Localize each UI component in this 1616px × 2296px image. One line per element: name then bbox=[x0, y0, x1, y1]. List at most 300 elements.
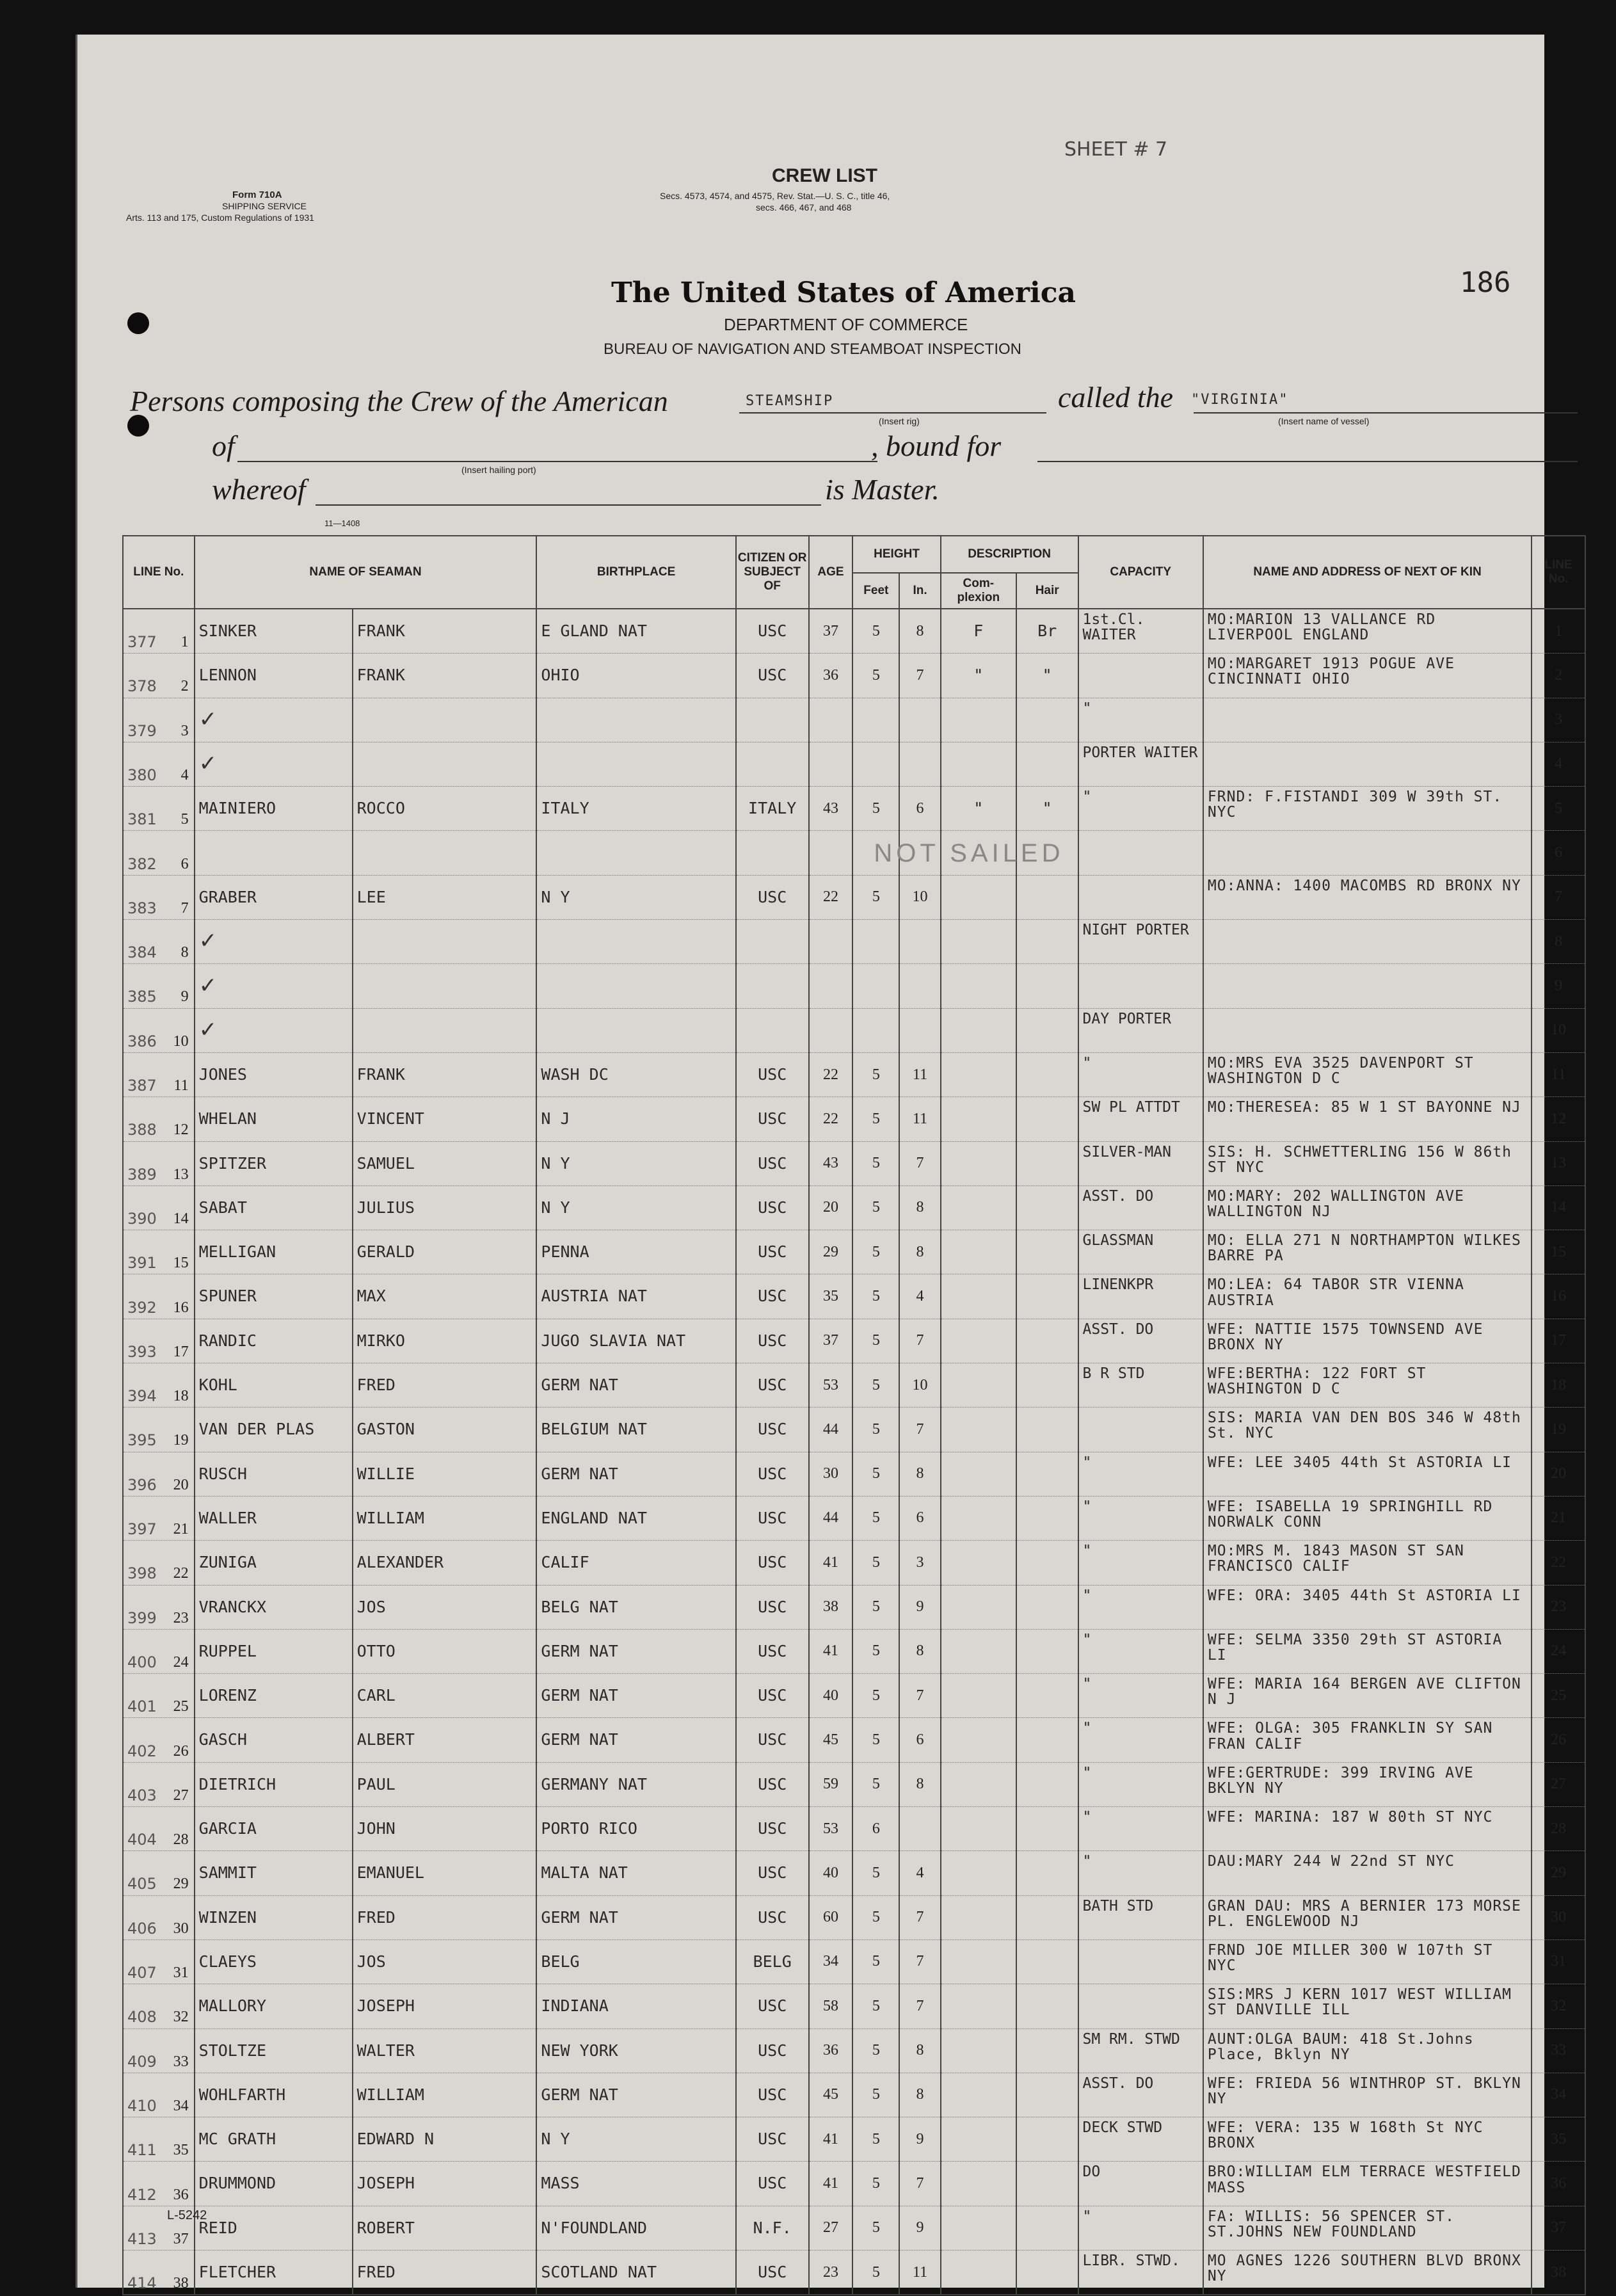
cell-hair bbox=[1016, 1585, 1078, 1629]
of-label: of bbox=[212, 429, 235, 462]
cell-ft: 5 bbox=[852, 1541, 899, 1585]
seq-prefix: 413 bbox=[127, 2229, 157, 2248]
cell-birth: INDIANA bbox=[536, 1984, 735, 2028]
cell-given: EDWARD N bbox=[353, 2117, 537, 2162]
cell-kin: MO:THERESEA: 85 W 1 ST BAYONNE NJ bbox=[1203, 1097, 1532, 1141]
seq-prefix: 406 bbox=[127, 1919, 157, 1938]
cell-cap: ASST. DO bbox=[1078, 1185, 1203, 1230]
col-feet: Feet bbox=[852, 573, 899, 609]
cell-comp bbox=[941, 875, 1016, 919]
cell-ft: 5 bbox=[852, 787, 899, 831]
cell-cap bbox=[1078, 831, 1203, 875]
cell-cap: SM RM. STWD bbox=[1078, 2028, 1203, 2073]
cell-birth bbox=[536, 698, 735, 742]
cell-given: VINCENT bbox=[353, 1097, 537, 1141]
cell-in: 4 bbox=[899, 1851, 940, 1895]
vessel-value: "VIRGINIA" bbox=[1191, 392, 1289, 408]
cell-surname: SINKER bbox=[195, 609, 353, 654]
line-number: 2 bbox=[180, 678, 189, 695]
form-name: Form 710A bbox=[232, 189, 282, 200]
cell-cap: ASST. DO bbox=[1078, 1319, 1203, 1363]
cell-given: WILLIE bbox=[353, 1452, 537, 1496]
cell-surname: RUPPEL bbox=[195, 1629, 353, 1673]
cell-surname: FLETCHER bbox=[195, 2250, 353, 2295]
cell-ft: 6 bbox=[852, 1807, 899, 1851]
cell-ft: 5 bbox=[852, 1674, 899, 1718]
cell-age bbox=[809, 964, 853, 1008]
cell-age: 41 bbox=[809, 1629, 853, 1673]
seq-prefix: 394 bbox=[127, 1387, 157, 1406]
line-number: 22 bbox=[173, 1565, 189, 1582]
cell-kin bbox=[1203, 1008, 1532, 1052]
cell-comp bbox=[941, 2206, 1016, 2250]
cell-birth: GERM NAT bbox=[536, 1674, 735, 1718]
cell-age bbox=[809, 920, 853, 964]
cell-line bbox=[123, 1008, 195, 1052]
crew-row bbox=[123, 1274, 1585, 1319]
seq-prefix: 383 bbox=[127, 899, 157, 917]
rig-value: STEAMSHIP bbox=[746, 393, 834, 409]
cell-kin: FA: WILLIS: 56 SPENCER ST. ST.JOHNS NEW FOUNDLAND bbox=[1203, 2206, 1532, 2250]
cell-ft: 5 bbox=[852, 654, 899, 698]
cell-rline: 7 bbox=[1532, 875, 1585, 919]
cell-given: WILLIAM bbox=[353, 1496, 537, 1540]
col-line-no-right: LINE No. bbox=[1532, 536, 1585, 609]
cell-comp bbox=[941, 1807, 1016, 1851]
cell-line bbox=[123, 1895, 195, 1939]
cell-kin: WFE: MARINA: 187 W 80th ST NYC bbox=[1203, 1807, 1532, 1851]
cell-given: FRED bbox=[353, 1363, 537, 1408]
cell-birth: BELG bbox=[536, 1939, 735, 1984]
cell-line bbox=[123, 2250, 195, 2295]
cell-ft bbox=[852, 698, 899, 742]
cell-comp bbox=[941, 698, 1016, 742]
seq-prefix: 409 bbox=[127, 2052, 157, 2071]
cell-ft: 5 bbox=[852, 1408, 899, 1452]
cell-hair bbox=[1016, 1718, 1078, 1762]
cell-hair bbox=[1016, 920, 1078, 964]
cell-line bbox=[123, 1851, 195, 1895]
crew-row bbox=[123, 964, 1585, 1008]
cell-ft: 5 bbox=[852, 1851, 899, 1895]
seq-prefix: 401 bbox=[127, 1698, 157, 1716]
cell-rline: 10 bbox=[1532, 1008, 1585, 1052]
cell-cap: " bbox=[1078, 1718, 1203, 1762]
cell-in: 9 bbox=[899, 2206, 940, 2250]
cell-comp bbox=[941, 1496, 1016, 1540]
cell-surname: SPUNER bbox=[195, 1274, 353, 1319]
seq-prefix: 402 bbox=[127, 1742, 157, 1760]
cell-kin: FRND: F.FISTANDI 309 W 39th ST. NYC bbox=[1203, 787, 1532, 831]
page-number: 186 bbox=[1460, 266, 1511, 299]
cell-cap: " bbox=[1078, 1674, 1203, 1718]
line-number: 10 bbox=[173, 1032, 189, 1050]
cell-birth: SCOTLAND NAT bbox=[536, 2250, 735, 2295]
vessel-underline bbox=[1194, 412, 1578, 413]
cell-hair: " bbox=[1016, 787, 1078, 831]
cell-comp: " bbox=[941, 787, 1016, 831]
cell-hair bbox=[1016, 1984, 1078, 2028]
cell-rline: 3 bbox=[1532, 698, 1585, 742]
cell-line bbox=[123, 831, 195, 875]
cell-comp bbox=[941, 1408, 1016, 1452]
cell-hair bbox=[1016, 1052, 1078, 1096]
line-number: 8 bbox=[180, 944, 189, 961]
check-mark: ✓ bbox=[198, 972, 218, 999]
cell-surname: KOHL bbox=[195, 1363, 353, 1408]
cell-surname: ZUNIGA bbox=[195, 1541, 353, 1585]
cell-given: JULIUS bbox=[353, 1185, 537, 1230]
cell-kin: FRND JOE MILLER 300 W 107th ST NYC bbox=[1203, 1939, 1532, 1984]
seq-prefix: 387 bbox=[127, 1077, 157, 1095]
crew-row bbox=[123, 2162, 1585, 2206]
bureau-title: BUREAU OF NAVIGATION AND STEAMBOAT INSPECTION bbox=[604, 341, 1021, 358]
cell-in: 8 bbox=[899, 609, 940, 654]
crew-row bbox=[123, 1408, 1585, 1452]
cell-in: 7 bbox=[899, 1408, 940, 1452]
cell-kin: WFE: ORA: 3405 44th St ASTORIA LI bbox=[1203, 1585, 1532, 1629]
cell-rline: 1 bbox=[1532, 609, 1585, 654]
cell-surname: GARCIA bbox=[195, 1807, 353, 1851]
cell-hair bbox=[1016, 1274, 1078, 1319]
crew-row bbox=[123, 1895, 1585, 1939]
cell-given: ROCCO bbox=[353, 787, 537, 831]
cell-cap: SW PL ATTDT bbox=[1078, 1097, 1203, 1141]
cell-given: FRANK bbox=[353, 609, 537, 654]
cell-hair bbox=[1016, 875, 1078, 919]
form-code: 11—1408 bbox=[324, 518, 360, 528]
cell-surname: SAMMIT bbox=[195, 1851, 353, 1895]
cell-rline: 22 bbox=[1532, 1541, 1585, 1585]
crew-row bbox=[123, 654, 1585, 698]
cell-hair bbox=[1016, 1008, 1078, 1052]
seq-prefix: 384 bbox=[127, 943, 157, 962]
cell-cit: USC bbox=[736, 1363, 809, 1408]
document-page bbox=[76, 35, 1572, 2293]
cell-hair bbox=[1016, 1674, 1078, 1718]
cell-rline: 13 bbox=[1532, 1141, 1585, 1185]
cell-rline: 2 bbox=[1532, 654, 1585, 698]
cell-kin bbox=[1203, 920, 1532, 964]
cell-cit: ITALY bbox=[736, 787, 809, 831]
cell-in bbox=[899, 698, 940, 742]
cell-comp bbox=[941, 1319, 1016, 1363]
cell-surname: RUSCH bbox=[195, 1452, 353, 1496]
crew-row bbox=[123, 1452, 1585, 1496]
cell-rline: 30 bbox=[1532, 1895, 1585, 1939]
cell-age bbox=[809, 742, 853, 786]
cell-comp bbox=[941, 1141, 1016, 1185]
cell-surname: GRABER bbox=[195, 875, 353, 919]
line-number: 32 bbox=[173, 2009, 189, 2026]
line-number: 1 bbox=[180, 634, 189, 651]
cell-surname: CLAEYS bbox=[195, 1939, 353, 1984]
cell-birth: N Y bbox=[536, 2117, 735, 2162]
crew-row bbox=[123, 1851, 1585, 1895]
seq-prefix: 381 bbox=[127, 810, 157, 829]
cell-age: 22 bbox=[809, 1097, 853, 1141]
cell-cap: BATH STD bbox=[1078, 1895, 1203, 1939]
check-mark: ✓ bbox=[198, 706, 218, 732]
cell-rline: 25 bbox=[1532, 1674, 1585, 1718]
cell-surname: LENNON bbox=[195, 654, 353, 698]
cell-birth: PORTO RICO bbox=[536, 1807, 735, 1851]
cell-line bbox=[123, 1319, 195, 1363]
cell-cap bbox=[1078, 1984, 1203, 2028]
cell-cit: USC bbox=[736, 1984, 809, 2028]
cell-given: FRANK bbox=[353, 654, 537, 698]
cell-cap: " bbox=[1078, 1851, 1203, 1895]
cell-ft: 5 bbox=[852, 2250, 899, 2295]
cell-age: 35 bbox=[809, 1274, 853, 1319]
cell-cit: USC bbox=[736, 1097, 809, 1141]
cell-cit: USC bbox=[736, 2073, 809, 2117]
cell-kin: WFE:BERTHA: 122 FORT ST WASHINGTON D C bbox=[1203, 1363, 1532, 1408]
cell-ft bbox=[852, 920, 899, 964]
cell-comp bbox=[941, 1585, 1016, 1629]
cell-rline: 23 bbox=[1532, 1585, 1585, 1629]
col-line-no: LINE No. bbox=[123, 536, 195, 609]
crew-row bbox=[123, 1008, 1585, 1052]
cell-age: 44 bbox=[809, 1496, 853, 1540]
crew-row bbox=[123, 2206, 1585, 2250]
cell-ft bbox=[852, 1008, 899, 1052]
cell-hair bbox=[1016, 1141, 1078, 1185]
cell-rline: 18 bbox=[1532, 1363, 1585, 1408]
hailing-port-underline bbox=[237, 461, 877, 462]
cell-kin: MO:MRS M. 1843 MASON ST SAN FRANCISCO CALIF bbox=[1203, 1541, 1532, 1585]
cell-cit: USC bbox=[736, 1895, 809, 1939]
col-description: DESCRIPTION bbox=[941, 536, 1078, 573]
cell-birth bbox=[536, 831, 1064, 875]
crew-row bbox=[123, 1629, 1585, 1673]
cell-cit: USC bbox=[736, 1230, 809, 1274]
cell-rline: 15 bbox=[1532, 1230, 1585, 1274]
cell-kin bbox=[1203, 964, 1532, 1008]
cell-hair bbox=[1016, 2117, 1078, 2162]
cell-cap: LINENKPR bbox=[1078, 1274, 1203, 1319]
cell-age: 36 bbox=[809, 2028, 853, 2073]
col-birthplace: BIRTHPLACE bbox=[536, 536, 735, 609]
cell-age: 37 bbox=[809, 609, 853, 654]
cell-given bbox=[353, 964, 537, 1008]
line-number: 26 bbox=[173, 1742, 189, 1760]
called-the-label: called the bbox=[1058, 381, 1174, 413]
crew-row bbox=[123, 609, 1585, 654]
cell-birth bbox=[536, 1008, 735, 1052]
crew-list-secs-1: Secs. 4573, 4574, and 4575, Rev. Stat.—U. S. C., title 46, bbox=[660, 191, 890, 201]
cell-line bbox=[123, 1452, 195, 1496]
cell-ft: 5 bbox=[852, 1363, 899, 1408]
seq-prefix: 410 bbox=[127, 2096, 157, 2115]
crew-list-title: CREW LIST bbox=[772, 165, 877, 186]
cell-given bbox=[353, 698, 537, 742]
line-number: 34 bbox=[173, 2097, 189, 2114]
cell-cit: USC bbox=[736, 1718, 809, 1762]
cell-surname: LORENZ bbox=[195, 1674, 353, 1718]
cell-surname: MALLORY bbox=[195, 1984, 353, 2028]
cell-comp bbox=[941, 1452, 1016, 1496]
cell-comp bbox=[941, 2073, 1016, 2117]
cell-cit: USC bbox=[736, 1141, 809, 1185]
cell-in: 8 bbox=[899, 1762, 940, 1806]
cell-kin: MO:MARGARET 1913 POGUE AVE CINCINNATI OHIO bbox=[1203, 654, 1532, 698]
cell-age: 40 bbox=[809, 1851, 853, 1895]
cell-surname: WOHLFARTH bbox=[195, 2073, 353, 2117]
cell-line bbox=[123, 1585, 195, 1629]
cell-given: WILLIAM bbox=[353, 2073, 537, 2117]
cell-in: 8 bbox=[899, 1230, 940, 1274]
cell-comp bbox=[941, 1762, 1016, 1806]
cell-surname: SABAT bbox=[195, 1185, 353, 1230]
cell-kin: MO:LEA: 64 TABOR STR VIENNA AUSTRIA bbox=[1203, 1274, 1532, 1319]
cell-kin: GRAN DAU: MRS A BERNIER 173 MORSE PL. ENGLEWOOD NJ bbox=[1203, 1895, 1532, 1939]
seq-prefix: 411 bbox=[127, 2141, 157, 2160]
cell-line bbox=[123, 1274, 195, 1319]
country-title: The United States of America bbox=[611, 277, 1076, 309]
cell-given: ROBERT bbox=[353, 2206, 537, 2250]
cell-cap: " bbox=[1078, 1541, 1203, 1585]
cell-surname bbox=[195, 698, 353, 742]
cell-ft: 5 bbox=[852, 1895, 899, 1939]
seq-prefix: 395 bbox=[127, 1431, 157, 1450]
cell-kin: WFE: OLGA: 305 FRANKLIN SY SAN FRAN CALIF bbox=[1203, 1718, 1532, 1762]
cell-hair bbox=[1016, 1851, 1078, 1895]
insert-rig-note: (Insert rig) bbox=[879, 416, 920, 426]
cell-cit: USC bbox=[736, 1851, 809, 1895]
cell-comp bbox=[941, 1185, 1016, 1230]
seq-prefix: 377 bbox=[127, 633, 157, 652]
crew-row bbox=[123, 1141, 1585, 1185]
cell-given: CARL bbox=[353, 1674, 537, 1718]
cell-cap: " bbox=[1078, 698, 1203, 742]
cell-birth: GERM NAT bbox=[536, 1895, 735, 1939]
cell-ft: 5 bbox=[852, 1141, 899, 1185]
cell-surname bbox=[195, 964, 353, 1008]
cell-rline: 31 bbox=[1532, 1939, 1585, 1984]
cell-in: 8 bbox=[899, 2028, 940, 2073]
crew-row bbox=[123, 1718, 1585, 1762]
cell-surname: MAINIERO bbox=[195, 787, 353, 831]
cell-line bbox=[123, 2117, 195, 2162]
cell-birth: AUSTRIA NAT bbox=[536, 1274, 735, 1319]
seq-prefix: 390 bbox=[127, 1209, 157, 1228]
cell-hair: " bbox=[1016, 654, 1078, 698]
cell-hair bbox=[1016, 2028, 1078, 2073]
line-number: 17 bbox=[173, 1343, 189, 1360]
cell-surname: MELLIGAN bbox=[195, 1230, 353, 1274]
cell-in bbox=[899, 1807, 940, 1851]
cell-comp bbox=[941, 1851, 1016, 1895]
cell-rline: 34 bbox=[1532, 2073, 1585, 2117]
cell-line bbox=[123, 787, 195, 831]
cell-comp bbox=[941, 1541, 1016, 1585]
line-number: 29 bbox=[173, 1875, 189, 1893]
cell-comp bbox=[941, 2250, 1016, 2295]
cell-comp bbox=[941, 1984, 1016, 2028]
cell-kin: MO:ANNA: 1400 MACOMBS RD BRONX NY bbox=[1203, 875, 1532, 919]
cell-line bbox=[123, 698, 195, 742]
cell-age bbox=[809, 1008, 853, 1052]
cell-given: JOS bbox=[353, 1939, 537, 1984]
cell-line bbox=[123, 1762, 195, 1806]
line-number: 21 bbox=[173, 1521, 189, 1538]
cell-cap: " bbox=[1078, 2206, 1203, 2250]
cell-given: EMANUEL bbox=[353, 1851, 537, 1895]
cell-line bbox=[123, 1141, 195, 1185]
cell-line bbox=[123, 1052, 195, 1096]
cell-age: 27 bbox=[809, 2206, 853, 2250]
cell-rline: 29 bbox=[1532, 1851, 1585, 1895]
cell-birth: ITALY bbox=[536, 787, 735, 831]
crew-row bbox=[123, 1984, 1585, 2028]
crew-row bbox=[123, 920, 1585, 964]
cell-in: 7 bbox=[899, 1319, 940, 1363]
cell-comp bbox=[941, 1230, 1016, 1274]
cell-in: 3 bbox=[899, 1541, 940, 1585]
cell-rline: 12 bbox=[1532, 1097, 1585, 1141]
cell-birth: E GLAND NAT bbox=[536, 609, 735, 654]
cell-given: MIRKO bbox=[353, 1319, 537, 1363]
cell-rline: 37 bbox=[1532, 2206, 1585, 2250]
cell-age: 58 bbox=[809, 1984, 853, 2028]
cell-kin: WFE: SELMA 3350 29th ST ASTORIA LI bbox=[1203, 1629, 1532, 1673]
crew-row bbox=[123, 875, 1585, 919]
rig-underline bbox=[739, 412, 1046, 413]
seq-prefix: 398 bbox=[127, 1564, 157, 1583]
line-number: 14 bbox=[173, 1210, 189, 1227]
cell-in: 6 bbox=[899, 1496, 940, 1540]
cell-in bbox=[899, 742, 940, 786]
line-number: 37 bbox=[173, 2230, 189, 2247]
cell-line bbox=[123, 1185, 195, 1230]
cell-rline: 8 bbox=[1532, 920, 1585, 964]
cell-age: 43 bbox=[809, 787, 853, 831]
cell-hair bbox=[1016, 964, 1078, 1008]
insert-hailing-note: (Insert hailing port) bbox=[461, 465, 536, 475]
cell-line bbox=[123, 1541, 195, 1585]
cell-in: 9 bbox=[899, 2117, 940, 2162]
cell-surname: REID bbox=[195, 2206, 353, 2250]
cell-cit: USC bbox=[736, 1274, 809, 1319]
cell-line bbox=[123, 1363, 195, 1408]
cell-given: FRANK bbox=[353, 1052, 537, 1096]
cell-hair bbox=[1016, 1762, 1078, 1806]
cell-age bbox=[809, 831, 853, 875]
col-name: NAME OF SEAMAN bbox=[195, 536, 537, 609]
cell-kin: MO:MARY: 202 WALLINGTON AVE WALLINGTON NJ bbox=[1203, 1185, 1532, 1230]
cell-kin: WFE: FRIEDA 56 WINTHROP ST. BKLYN NY bbox=[1203, 2073, 1532, 2117]
cell-rline: 9 bbox=[1532, 964, 1585, 1008]
cell-age: 34 bbox=[809, 1939, 853, 1984]
seq-prefix: 412 bbox=[127, 2185, 157, 2204]
check-mark: ✓ bbox=[198, 928, 218, 954]
cell-rline: 19 bbox=[1532, 1408, 1585, 1452]
seq-prefix: 391 bbox=[127, 1254, 157, 1272]
cell-given: FRED bbox=[353, 2250, 537, 2295]
cell-rline: 20 bbox=[1532, 1452, 1585, 1496]
cell-rline: 28 bbox=[1532, 1807, 1585, 1851]
cell-birth: MASS bbox=[536, 2162, 735, 2206]
cell-hair bbox=[1016, 2250, 1078, 2295]
cell-comp bbox=[941, 920, 1016, 964]
crew-row bbox=[123, 831, 1585, 875]
cell-kin: SIS:MRS J KERN 1017 WEST WILLIAM ST DANVILLE ILL bbox=[1203, 1984, 1532, 2028]
cell-age: 20 bbox=[809, 1185, 853, 1230]
cell-comp bbox=[941, 1718, 1016, 1762]
crew-row bbox=[123, 787, 1585, 831]
crew-row bbox=[123, 2117, 1585, 2162]
